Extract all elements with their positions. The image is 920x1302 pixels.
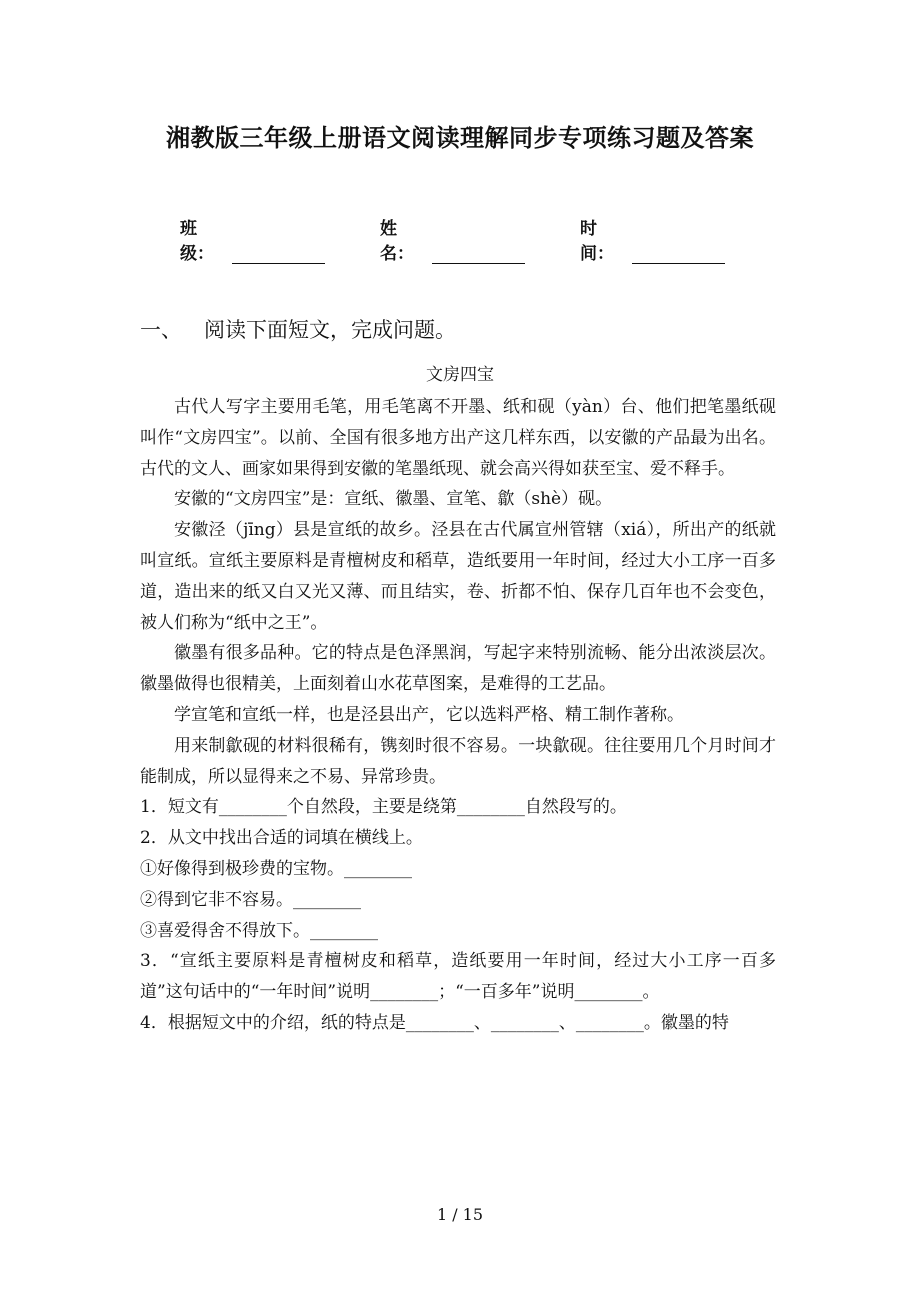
time-blank[interactable] [632,243,725,264]
page-indicator: 1 / 15 [436,1205,484,1224]
name-blank[interactable] [432,243,525,264]
class-label: 班级： [180,219,214,264]
question: 4．根据短文中的介绍，纸的特点是________、________、________。徽墨的特 [140,1012,729,1033]
passage-title: 文房四宝 [426,365,494,385]
time-field [580,214,725,264]
section-number: 一、 [140,318,182,342]
question: ③喜爱得舍不得放下。________ [140,920,378,941]
section-heading [140,314,456,344]
paragraph: 徽墨有很多品种。它的特点是色泽黑润，写起字来特别流畅、能分出浓淡层次。徽墨做得也很精美，上面刻着山水花草图案，是难得的工艺品。 [140,643,776,695]
class-field [180,214,325,264]
paragraph: 用来制歙砚的材料很稀有，镌刻时很不容易。一块歙砚。往往要用几个月时间才能制成，所以显得来之不易、异常珍贵。 [140,735,776,787]
paragraph: 安徽泾（jīng）县是宣纸的故乡。泾县在古代属宣州管辖（xiá），所出产的纸就叫宣纸。宣纸主要原料是青檀树皮和稻草，造纸要用一年时间，经过大小工序一百多道，造出来的纸又白又光又薄、而且结实，卷、折都不怕、保存几百年也不会变色，被人们称为“纸中之王”。 [140,520,776,633]
student-info-row [180,214,780,264]
class-blank[interactable] [232,243,325,264]
paragraph: 古代人写字主要用毛笔，用毛笔离不开墨、纸和砚（yàn）台、他们把笔墨纸砚叫作“文房四宝”。以前、全国有很多地方出产这几样东西，以安徽的产品最为出名。古代的文人、画家如果得到安徽的笔墨纸现、就会高兴得如获至宝、爱不释手。 [140,397,776,479]
name-label: 姓名： [380,219,414,264]
paragraph: 学宣笔和宣纸一样，也是泾县出产，它以选料严格、精工制作著称。 [174,704,684,725]
question: 3．“宣纸主要原料是青檀树皮和稻草，造纸要用一年时间，经过大小工序一百多道”这句话中的“一年时间”说明________；“一百多年”说明________。 [140,951,776,1003]
paragraph: 安徽的“文房四宝”是：宣纸、徽墨、宣笔、歙（shè）砚。 [174,489,613,510]
document-title: 湘教版三年级上册语文阅读理解同步专项练习题及答案 [166,124,754,152]
time-label: 时间： [580,219,614,264]
question: ①好像得到极珍费的宝物。________ [140,858,412,879]
passage-body [140,392,776,1039]
question: 2．从文中找出合适的词填在横线上。 [140,828,423,849]
name-field [380,214,525,264]
question: ②得到它非不容易。________ [140,889,361,910]
question: 1．短文有________个自然段，主要是绕第________自然段写的。 [140,797,627,818]
section-heading-text: 阅读下面短文，完成问题。 [204,318,456,342]
